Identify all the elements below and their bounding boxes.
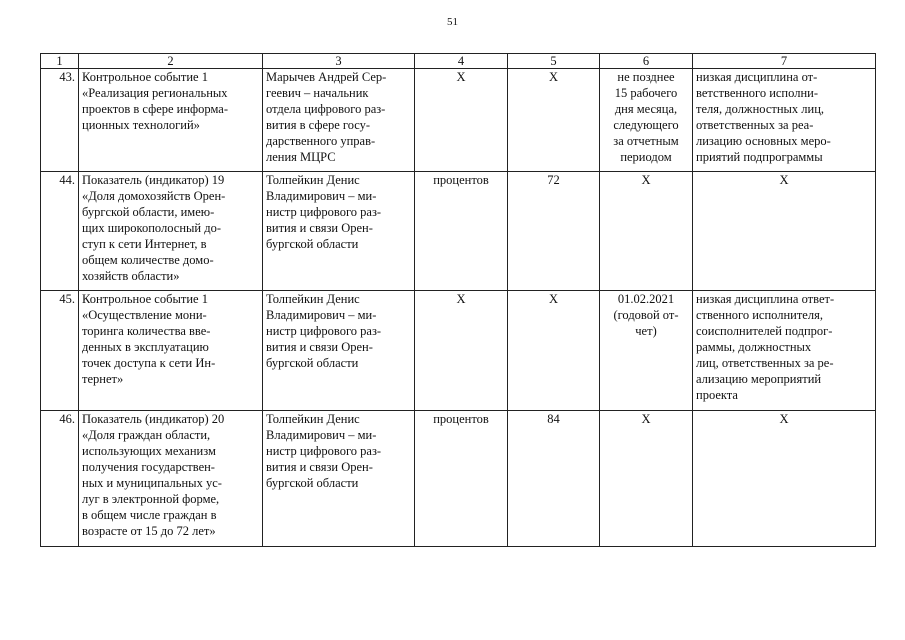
indicator-name: Показатель (индикатор) 19 «Доля домохозяйств Орен- бургской области, имею- щих широкополосный до- ступ к сети Интернет, в общем количестве домо- хозяйств области» (79, 172, 263, 291)
header-row (41, 54, 876, 69)
column-header: 4 (415, 54, 508, 69)
deadline: 01.02.2021 (годовой от- чет) (600, 291, 693, 411)
unit: процентов (415, 172, 508, 291)
column-header: 1 (41, 54, 79, 69)
column-header: 5 (508, 54, 600, 69)
unit: процентов (415, 411, 508, 547)
table-row (41, 172, 876, 291)
risk-factor: Х (693, 172, 876, 291)
row-number: 46. (41, 411, 79, 547)
risk-factor: Х (693, 411, 876, 547)
value: 72 (508, 172, 600, 291)
column-header: 6 (600, 54, 693, 69)
value: Х (508, 291, 600, 411)
deadline: Х (600, 172, 693, 291)
value: Х (508, 69, 600, 172)
row-number: 43. (41, 69, 79, 172)
column-header: 7 (693, 54, 876, 69)
event-name: Контрольное событие 1 «Реализация региональных проектов в сфере информа- ционных технологий» (79, 69, 263, 172)
responsible-person: Толпейкин Денис Владимирович – ми- нистр цифрового раз- вития и связи Орен- бургской области (263, 291, 415, 411)
responsible-person: Толпейкин Денис Владимирович – ми- нистр цифрового раз- вития и связи Орен- бургской области (263, 172, 415, 291)
table-row (41, 69, 876, 172)
unit: Х (415, 69, 508, 172)
indicator-name: Показатель (индикатор) 20 «Доля граждан области, использующих механизм получения государствен- ных и муниципальных ус- луг в электронной форме, в общем числе граждан в возрасте от 15 до 72 лет» (79, 411, 263, 547)
deadline: Х (600, 411, 693, 547)
table-row (41, 411, 876, 547)
responsible-person: Толпейкин Денис Владимирович – ми- нистр цифрового раз- вития и связи Орен- бургской области (263, 411, 415, 547)
deadline: не позднее 15 рабочего дня месяца, следующего за отчетным периодом (600, 69, 693, 172)
column-header: 3 (263, 54, 415, 69)
row-number: 45. (41, 291, 79, 411)
risk-factor: низкая дисциплина от- ветственного исполни- теля, должностных лиц, ответственных за реа- лизацию основных меро- приятий подпрограммы (693, 69, 876, 172)
risk-factor: низкая дисциплина ответ- ственного исполнителя, соисполнителей подпрог- раммы, должностных лиц, ответственных за ре- ализацию мероприятий проекта (693, 291, 876, 411)
row-number: 44. (41, 172, 79, 291)
page-number: 51 (447, 16, 458, 28)
unit: Х (415, 291, 508, 411)
column-header: 2 (79, 54, 263, 69)
responsible-person: Марычев Андрей Сер- геевич – начальник отдела цифрового раз- вития в сфере госу- дарственного управ- ления МЦРС (263, 69, 415, 172)
table-row (41, 291, 876, 411)
document-table (40, 53, 876, 547)
event-name: Контрольное событие 1 «Осуществление мони- торинга количества вве- денных в эксплуатацию точек доступа к сети Ин- тернет» (79, 291, 263, 411)
value: 84 (508, 411, 600, 547)
